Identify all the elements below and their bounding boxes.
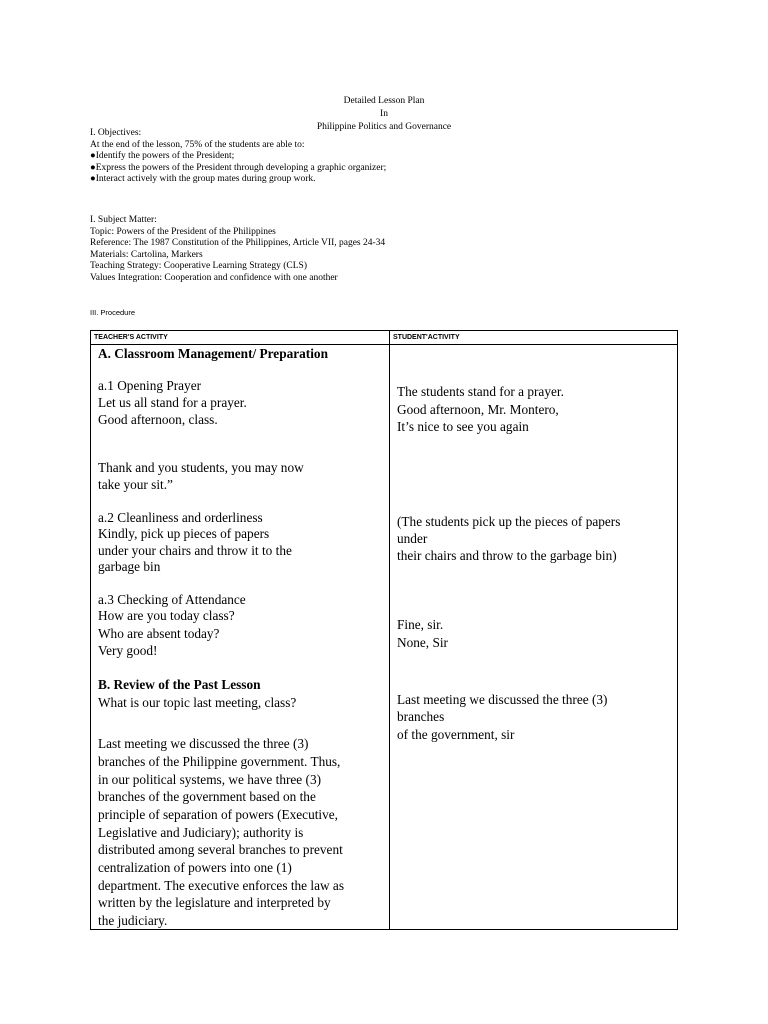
teacher-line: take your sit.” [98, 477, 173, 492]
student-line: Good afternoon, Mr. Montero, [397, 402, 559, 417]
student-line: Fine, sir. [397, 617, 444, 632]
subject-heading: I. Subject Matter: [90, 215, 157, 225]
subject-matter-section [90, 215, 690, 284]
teacher-line: Very good! [98, 643, 158, 658]
objective-item: ●Identify the powers of the President; [90, 151, 235, 161]
teacher-line: garbage bin [98, 559, 161, 574]
objective-item: ●Express the powers of the President through developing a graphic organizer; [90, 162, 387, 173]
teacher-line: Who are absent today? [98, 626, 220, 641]
procedure-table [90, 330, 678, 930]
teacher-line: Legislative and Judiciary); authority is [98, 825, 304, 840]
teacher-line: the judiciary. [98, 913, 168, 928]
title-line-2: In [380, 109, 388, 119]
objectives-intro: At the end of the lesson, 75% of the students are able to: [90, 139, 305, 150]
teacher-line: department. The executive enforces the law as [98, 878, 345, 893]
teacher-line: in our political systems, we have three (3) [98, 772, 322, 787]
objective-item: ●Interact actively with the group mates during group work. [90, 174, 316, 184]
student-line: branches [397, 709, 445, 724]
student-line: of the government, sir [397, 727, 515, 742]
student-line: (The students pick up the pieces of papers [397, 514, 621, 529]
teacher-line: under your chairs and throw it to the [98, 543, 292, 558]
teacher-line: Thank and you students, you may now [98, 460, 304, 475]
teacher-line: a.2 Cleanliness and orderliness [98, 510, 263, 525]
student-line: None, Sir [397, 635, 448, 650]
teacher-line: branches of the Philippine government. Thus, [98, 754, 341, 769]
teacher-line: branches of the government based on the [98, 789, 316, 804]
subject-reference: Reference: The 1987 Constitution of the Philippines, Article VII, pages 24-34 [90, 238, 386, 248]
teacher-line: centralization of powers into one (1) [98, 860, 292, 875]
teacher-line: Kindly, pick up pieces of papers [98, 526, 270, 541]
teacher-line: a.1 Opening Prayer [98, 378, 202, 393]
teacher-activity-cell [91, 345, 390, 930]
student-line: Last meeting we discussed the three (3) [397, 692, 608, 707]
teacher-line: What is our topic last meeting, class? [98, 695, 297, 710]
teacher-line: Good afternoon, class. [98, 412, 218, 427]
student-activity-header: STUDENT'ACTIVITY [390, 331, 678, 345]
teacher-activity-header: TEACHER'S ACTIVITY [91, 331, 390, 345]
teacher-line: written by the legislature and interpreted by [98, 895, 331, 910]
objectives-heading: I. Objectives: [90, 128, 142, 138]
teacher-line: How are you today class? [98, 608, 235, 623]
teacher-line: B. Review of the Past Lesson [98, 677, 261, 692]
subject-topic: Topic: Powers of the President of the Philippines [90, 226, 276, 237]
teacher-line: A. Classroom Management/ Preparation [98, 346, 328, 361]
student-line: their chairs and throw to the garbage bin) [397, 548, 617, 563]
student-line: It’s nice to see you again [397, 419, 529, 434]
teacher-line: distributed among several branches to prevent [98, 842, 343, 857]
procedure-heading: III. Procedure [90, 308, 136, 317]
student-line: The students stand for a prayer. [397, 384, 564, 399]
subject-strategy: Teaching Strategy: Cooperative Learning Strategy (CLS) [90, 261, 307, 271]
student-line: under [397, 531, 428, 546]
title-line-1: Detailed Lesson Plan [343, 96, 425, 106]
objectives-section [90, 128, 690, 186]
teacher-line: Last meeting we discussed the three (3) [98, 736, 309, 751]
teacher-line: Let us all stand for a prayer. [98, 395, 247, 410]
title-line-3: Philippine Politics and Governance [316, 122, 452, 132]
teacher-line: a.3 Checking of Attendance [98, 592, 246, 607]
teacher-line: principle of separation of powers (Executive, [98, 807, 338, 822]
subject-values: Values Integration: Cooperation and confidence with one another [90, 272, 338, 283]
student-activity-cell [390, 345, 678, 930]
subject-materials: Materials: Cartolina, Markers [90, 249, 203, 260]
